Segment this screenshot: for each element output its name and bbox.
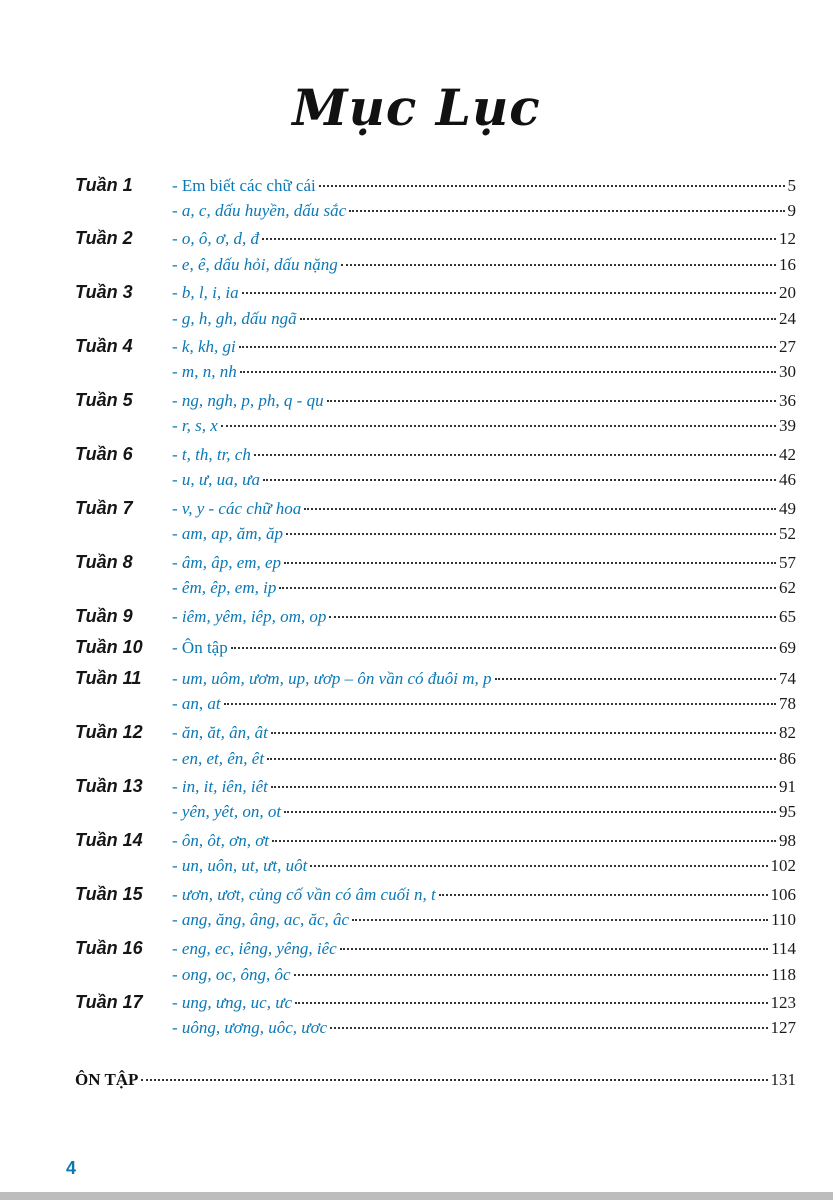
entry-label: - ôn, ôt, ơn, ơt	[172, 831, 270, 850]
dot-leader	[271, 786, 776, 788]
toc-entry[interactable]	[172, 524, 796, 546]
toc-entry[interactable]	[172, 201, 796, 223]
dot-leader	[310, 865, 767, 867]
dot-leader	[239, 346, 776, 348]
entry-page: 78	[779, 694, 796, 713]
dot-leader	[263, 479, 776, 481]
dot-leader	[271, 732, 776, 734]
dot-leader	[224, 703, 776, 705]
week-label: Tuần 17	[75, 992, 143, 1012]
review-entry[interactable]	[75, 1070, 796, 1092]
entry-label: - Em biết các chữ cái	[172, 176, 316, 195]
entry-page: 24	[779, 309, 796, 328]
toc-entry[interactable]	[172, 1018, 796, 1040]
dot-leader	[231, 647, 776, 649]
dot-leader	[330, 1027, 767, 1029]
entry-page: 106	[770, 885, 796, 904]
entry-page: 98	[779, 831, 796, 850]
entry-label: - âm, âp, em, ep	[172, 553, 282, 572]
toc-entry[interactable]	[172, 553, 796, 575]
toc-entry[interactable]	[172, 694, 796, 716]
entry-page: 57	[779, 553, 796, 572]
week-label: Tuần 2	[75, 228, 133, 248]
entry-label: - ang, ăng, âng, ac, ăc, âc	[172, 910, 350, 929]
dot-leader	[341, 264, 776, 266]
toc-entry[interactable]	[172, 993, 796, 1015]
dot-leader	[495, 678, 776, 680]
toc-entry[interactable]	[172, 802, 796, 824]
entry-page: 74	[779, 669, 796, 688]
toc-entry[interactable]	[172, 669, 796, 691]
entry-label: - eng, ec, iêng, yêng, iêc	[172, 939, 337, 958]
entry-label: - an, at	[172, 694, 221, 713]
entry-page: 12	[779, 229, 796, 248]
week-label: Tuần 15	[75, 884, 143, 904]
dot-leader	[240, 371, 776, 373]
toc-entry[interactable]	[172, 939, 796, 961]
entry-page: 52	[779, 524, 796, 543]
week-label: Tuần 8	[75, 552, 133, 572]
entry-label: - en, et, ên, êt	[172, 749, 265, 768]
dot-leader	[439, 894, 768, 896]
entry-page: 95	[779, 802, 796, 821]
toc-entry[interactable]	[172, 965, 796, 987]
entry-label: - iêm, yêm, iêp, om, op	[172, 607, 327, 626]
week-label: Tuần 5	[75, 390, 133, 410]
entry-page: 110	[771, 910, 796, 929]
entry-label: - a, c, dấu huyền, dấu sắc	[172, 201, 347, 220]
dot-leader	[267, 758, 776, 760]
toc-entry[interactable]	[172, 607, 796, 629]
entry-label: - ươn, ươt, củng cố vần có âm cuối n, t	[172, 885, 436, 904]
dot-leader	[300, 318, 776, 320]
dot-leader	[294, 974, 769, 976]
dot-leader	[262, 238, 776, 240]
week-label: Tuần 9	[75, 606, 133, 626]
entry-page: 39	[779, 416, 796, 435]
entry-page: 114	[771, 939, 796, 958]
toc-entry[interactable]	[172, 470, 796, 492]
entry-page: 91	[779, 777, 796, 796]
entry-page: 20	[779, 283, 796, 302]
entry-label: - ng, ngh, p, ph, q - qu	[172, 391, 324, 410]
entry-label: - êm, êp, em, ip	[172, 578, 277, 597]
toc-entry[interactable]	[172, 638, 796, 660]
entry-page: 49	[779, 499, 796, 518]
entry-page: 42	[779, 445, 796, 464]
entry-page: 46	[779, 470, 796, 489]
toc-entry[interactable]	[172, 416, 796, 438]
entry-page: 30	[779, 362, 796, 381]
page-number: 4	[66, 1158, 77, 1178]
toc-entry[interactable]	[172, 337, 796, 359]
toc-entry[interactable]	[172, 255, 796, 277]
week-label: Tuần 7	[75, 498, 133, 518]
entry-label: - ăn, ăt, ân, ât	[172, 723, 268, 742]
dot-leader	[284, 562, 776, 564]
entry-page: 123	[770, 993, 796, 1012]
entry-label: - b, l, i, ia	[172, 283, 239, 302]
toc-entry[interactable]	[172, 445, 796, 467]
entry-label: - k, kh, gi	[172, 337, 236, 356]
toc-entry[interactable]	[172, 831, 796, 853]
toc-entry[interactable]	[172, 578, 796, 600]
entry-label: - am, ap, ăm, ăp	[172, 524, 283, 543]
dot-leader	[279, 587, 776, 589]
toc-entry[interactable]	[172, 777, 796, 799]
page-title: Mục Lục	[292, 78, 541, 137]
dot-leader	[221, 425, 776, 427]
entry-label: - t, th, tr, ch	[172, 445, 251, 464]
week-label: Tuần 10	[75, 637, 143, 657]
toc-entry[interactable]	[172, 362, 796, 384]
toc-entry[interactable]	[172, 229, 796, 251]
entry-page: 16	[779, 255, 796, 274]
dot-leader	[242, 292, 776, 294]
entry-label: - u, ư, ua, ưa	[172, 470, 260, 489]
entry-label: - in, it, iên, iêt	[172, 777, 268, 796]
entry-page: 86	[779, 749, 796, 768]
review-label: ÔN TẬP	[75, 1070, 139, 1089]
week-label: Tuần 6	[75, 444, 133, 464]
entry-label: - g, h, gh, dấu ngã	[172, 309, 297, 328]
entry-label: - um, uôm, ươm, up, ươp – ôn vần có đuôi m, p	[172, 669, 492, 688]
dot-leader	[352, 919, 768, 921]
dot-leader	[319, 185, 785, 187]
dot-leader	[254, 454, 776, 456]
week-label: Tuần 13	[75, 776, 143, 796]
toc-entry[interactable]	[172, 885, 796, 907]
toc-entry[interactable]	[172, 499, 796, 521]
dot-leader	[284, 811, 776, 813]
toc-entry[interactable]	[172, 910, 796, 932]
bottom-border	[0, 1192, 833, 1200]
week-label: Tuần 11	[75, 668, 142, 688]
toc-entry[interactable]	[172, 856, 796, 878]
week-label: Tuần 1	[75, 175, 133, 195]
toc-entry[interactable]	[172, 283, 796, 305]
entry-page: 5	[787, 176, 796, 195]
entry-label: - ong, oc, ông, ôc	[172, 965, 291, 984]
dot-leader	[141, 1079, 767, 1081]
toc-entry[interactable]	[172, 391, 796, 413]
dot-leader	[327, 400, 776, 402]
entry-label: - uông, ương, uôc, ươc	[172, 1018, 328, 1037]
dot-leader	[286, 533, 776, 535]
entry-label: - r, s, x	[172, 416, 218, 435]
dot-leader	[329, 616, 776, 618]
entry-page: 102	[770, 856, 796, 875]
entry-page: 65	[779, 607, 796, 626]
review-page: 131	[770, 1070, 796, 1089]
entry-page: 118	[771, 965, 796, 984]
entry-label: - Ôn tập	[172, 638, 228, 657]
week-label: Tuần 14	[75, 830, 143, 850]
entry-page: 62	[779, 578, 796, 597]
entry-label: - m, n, nh	[172, 362, 237, 381]
dot-leader	[340, 948, 768, 950]
week-label: Tuần 12	[75, 722, 143, 742]
entry-page: 127	[770, 1018, 796, 1037]
entry-label: - v, y - các chữ hoa	[172, 499, 302, 518]
dot-leader	[304, 508, 776, 510]
toc-entry[interactable]	[172, 309, 796, 331]
entry-label: - yên, yêt, on, ot	[172, 802, 282, 821]
entry-label: - e, ê, dấu hỏi, dấu nặng	[172, 255, 338, 274]
toc-entry[interactable]	[172, 176, 796, 198]
dot-leader	[349, 210, 784, 212]
entry-page: 69	[779, 638, 796, 657]
toc-entry[interactable]	[172, 749, 796, 771]
entry-label: - ung, ưng, uc, ưc	[172, 993, 293, 1012]
entry-page: 82	[779, 723, 796, 742]
entry-page: 9	[787, 201, 796, 220]
week-label: Tuần 3	[75, 282, 133, 302]
week-label: Tuần 4	[75, 336, 133, 356]
week-label: Tuần 16	[75, 938, 143, 958]
entry-label: - un, uôn, ut, ưt, uôt	[172, 856, 308, 875]
dot-leader	[295, 1002, 767, 1004]
entry-label: - o, ô, ơ, d, đ	[172, 229, 259, 248]
entry-page: 36	[779, 391, 796, 410]
entry-page: 27	[779, 337, 796, 356]
toc-entry[interactable]	[172, 723, 796, 745]
dot-leader	[272, 840, 776, 842]
